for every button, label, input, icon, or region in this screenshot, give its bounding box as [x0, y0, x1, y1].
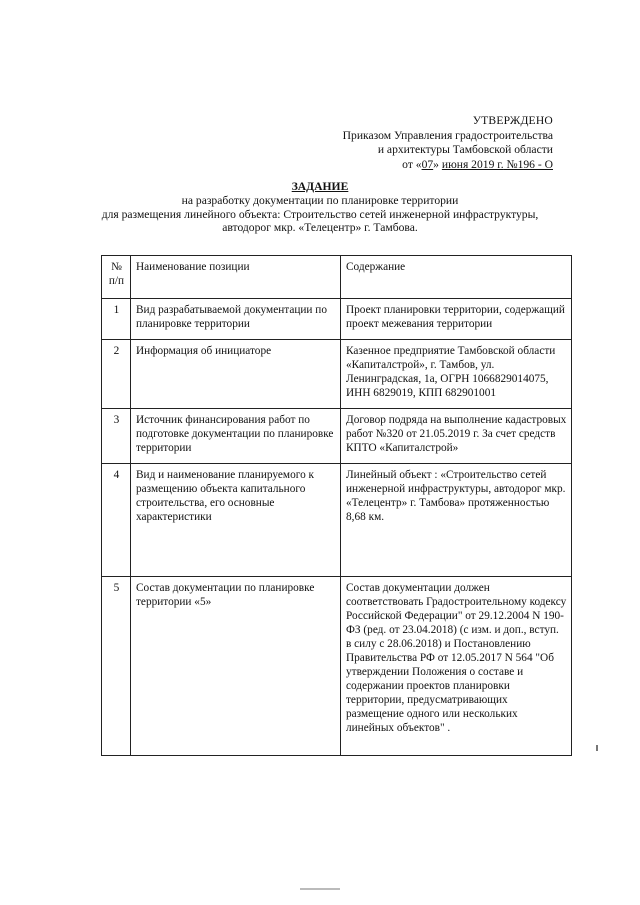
- date-prefix: от «: [402, 157, 422, 171]
- scan-artifact-bottom: [300, 888, 340, 890]
- row-num: 5: [102, 577, 131, 756]
- task-subtitle-3: автодорог мкр. «Телецентр» г. Тамбова.: [222, 221, 418, 235]
- date-month-year: июня 2019 г.: [441, 157, 504, 171]
- row-content: Казенное предприятие Тамбовской области «Капиталстрой», г. Тамбов, ул. Ленинградская, 1а, ОГРН 1066829014075, ИНН 6829019, КПП 682901001: [341, 340, 572, 409]
- task-title-block: [0, 180, 640, 235]
- row-name: Вид разрабатываемой документации по планировке территории: [131, 299, 341, 340]
- task-table: [101, 255, 572, 756]
- row-content: Состав документации должен соответствовать Градостроительному кодексу Российской Федерации" от 29.12.2004 N 190-ФЗ (ред. от 23.04.2018) (с изм. и доп., вступ. в силу с 28.06.2018) и Постановлению Правительства РФ от 12.05.2017 N 564 "Об утверждении Положения о составе и содержании проектов планировки территории, предусматривающих размещение одного или нескольких линейных объектов" .: [341, 577, 572, 756]
- row-num: 4: [102, 464, 131, 577]
- approval-block: [343, 114, 553, 172]
- header-content: Содержание: [341, 256, 572, 299]
- row-name: Состав документации по планировке территории «5»: [131, 577, 341, 756]
- task-subtitle-2: для размещения линейного объекта: Строительство сетей инженерной инфраструктуры,: [101, 207, 539, 221]
- scan-artifact: [596, 745, 598, 751]
- row-name: Вид и наименование планируемого к размещению объекта капитального строительства, его основные характеристики: [131, 464, 341, 577]
- table-row: [102, 299, 572, 340]
- table-row: [102, 409, 572, 464]
- row-content: Проект планировки территории, содержащий проект межевания территории: [341, 299, 572, 340]
- row-content: Договор подряда на выполнение кадастровых работ №320 от 21.05.2019 г. За счет средств КПТО «Капиталстрой»: [341, 409, 572, 464]
- table-row: [102, 340, 572, 409]
- row-content: Линейный объект : «Строительство сетей инженерной инфраструктуры, автодорог мкр. «Телецентр» г. Тамбова» протяженностью 8,68 км.: [341, 464, 572, 577]
- date-day: 07: [421, 157, 434, 171]
- row-num: 1: [102, 299, 131, 340]
- approval-heading: УТВЕРЖДЕНО: [472, 114, 553, 127]
- approval-line-2: и архитектуры Тамбовской области: [377, 143, 553, 156]
- table-row: [102, 464, 572, 577]
- row-name: Информация об инициаторе: [131, 340, 341, 409]
- task-title: ЗАДАНИЕ: [291, 180, 349, 193]
- header-num: № п/п: [102, 256, 131, 299]
- approval-line-1: Приказом Управления градостроительства: [342, 128, 553, 142]
- task-subtitle-1: на разработку документации по планировке территории: [181, 193, 459, 207]
- row-name: Источник финансирования работ по подготовке документации по планировке территории: [131, 409, 341, 464]
- header-name: Наименование позиции: [131, 256, 341, 299]
- table-header-row: [102, 256, 572, 299]
- date-mid: »: [433, 157, 442, 171]
- table-row: [102, 577, 572, 756]
- date-number: №196 - О: [503, 157, 553, 171]
- approval-date: [343, 158, 553, 173]
- row-num: 2: [102, 340, 131, 409]
- row-num: 3: [102, 409, 131, 464]
